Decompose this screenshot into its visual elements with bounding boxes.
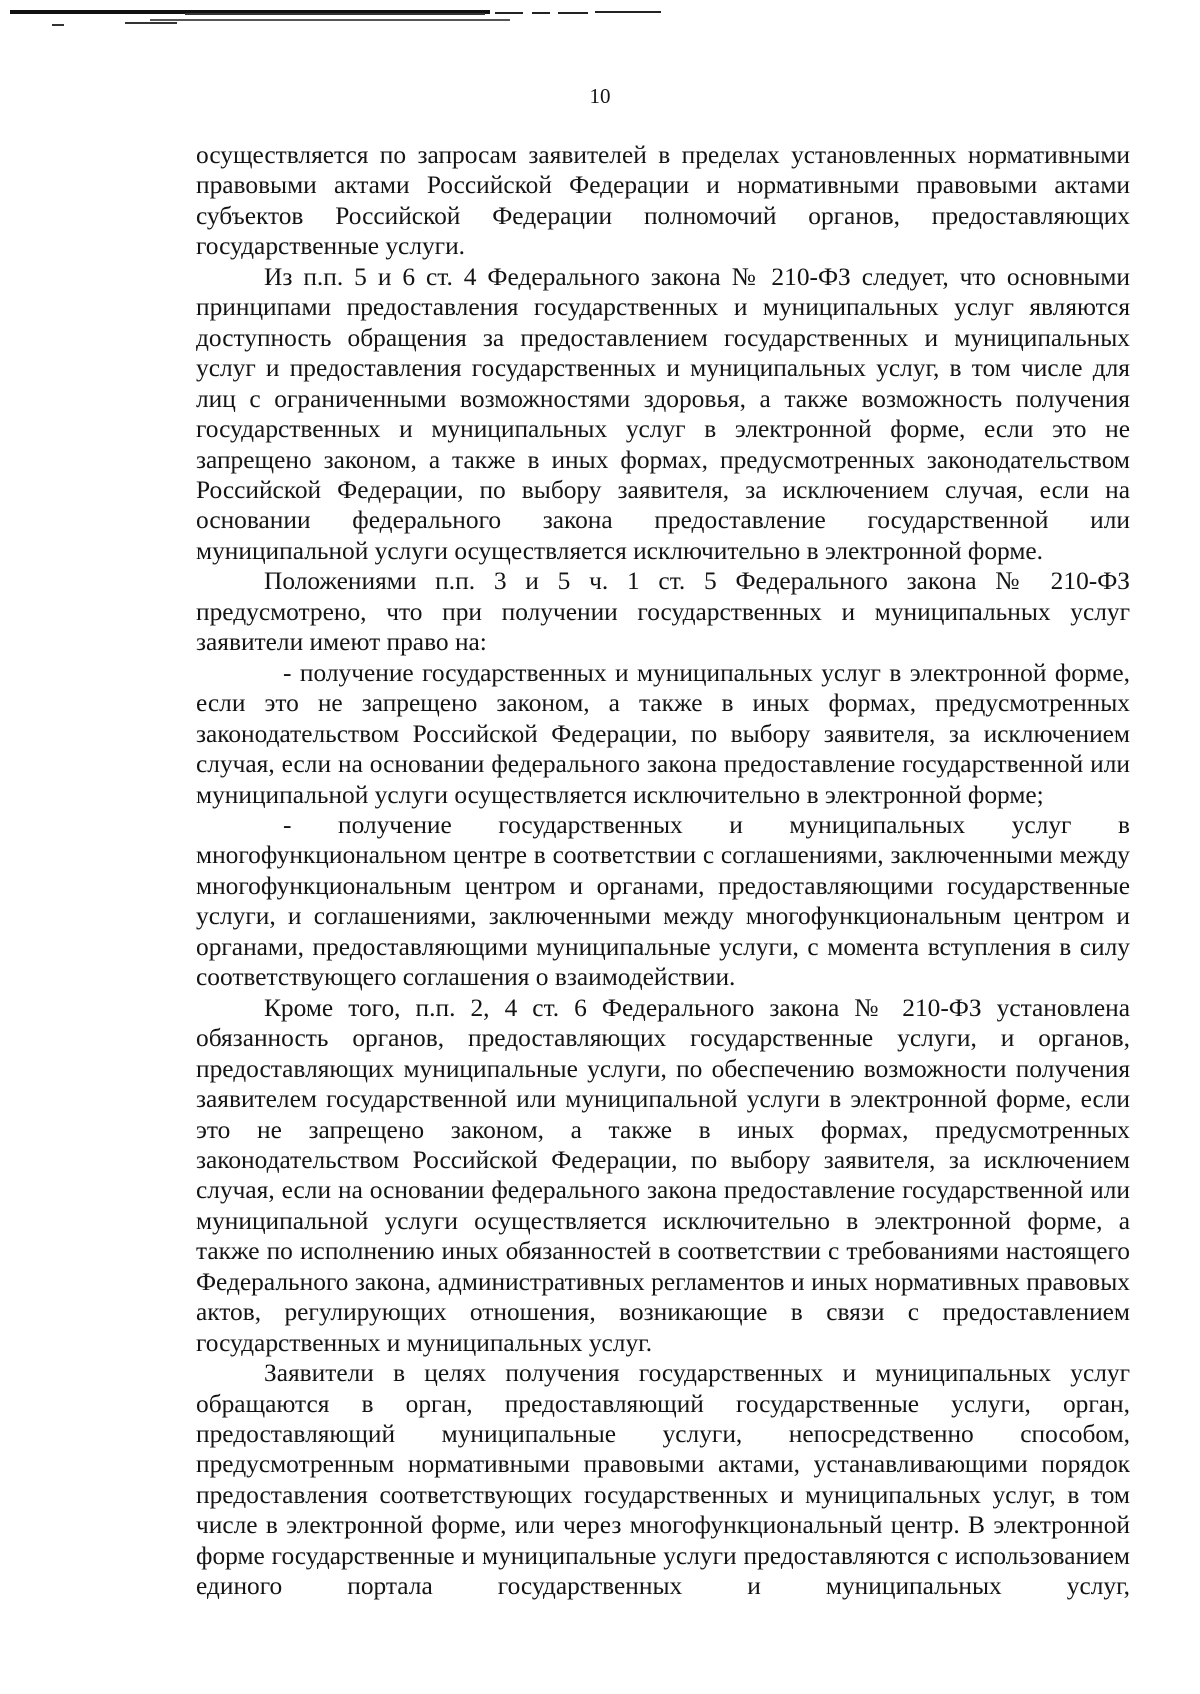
- document-body: [196, 140, 1130, 1602]
- scan-artifact-lines: [0, 0, 1200, 40]
- page-number: 10: [589, 84, 611, 108]
- paragraph: Положениями п.п. 3 и 5 ч. 1 ст. 5 Федерального закона № 210-ФЗ предусмотрено, что при получении государственных и муниципальных услуг заявители имеют право на:: [196, 567, 1130, 657]
- list-item: - получение государственных и муниципальных услуг в электронной форме, если это не запрещено законом, а также в иных формах, предусмотренных законодательством Российской Федерации, по выбору заявителя, за исключением случая, если на основании федерального закона предоставление государственной или муниципальной услуги осуществляется исключительно в электронной форме;: [196, 658, 1130, 809]
- paragraph: Кроме того, п.п. 2, 4 ст. 6 Федерального закона № 210-ФЗ установлена обязанность органов, предоставляющих государственные услуги, и органов, предоставляющих муниципальные услуги, по обеспечению возможности получения заявителем государственной или муниципальной услуги в электронной форме, если это не запрещено законом, а также в иных формах, предусмотренных законодательством Российской Федерации, по выбору заявителя, за исключением случая, если на основании федерального закона предоставление государственной или муниципальной услуги осуществляется исключительно в электронной форме, а также по исполнению иных обязанностей в соответствии с требованиями настоящего Федерального закона, административных регламентов и иных нормативных правовых актов, регулирующих отношения, возникающие в связи с предоставлением государственных и муниципальных услуг.: [196, 993, 1130, 1357]
- paragraph: осуществляется по запросам заявителей в пределах установленных нормативными правовыми актами Российской Федерации и нормативными правовыми актами субъектов Российской Федерации полномочий органов, предоставляющих государственные услуги.: [196, 141, 1130, 261]
- list-item: - получение государственных и муниципальных услуг в многофункциональном центре в соответствии с соглашениями, заключенными между многофункциональным центром и органами, предоставляющими государственные услуги, и соглашениями, заключенными между многофункциональным центром и органами, предоставляющими муниципальные услуги, с момента вступления в силу соответствующего соглашения о взаимодействии.: [196, 810, 1130, 992]
- paragraph: Из п.п. 5 и 6 ст. 4 Федерального закона № 210-ФЗ следует, что основными принципами предоставления государственных и муниципальных услуг являются доступность обращения за предоставлением государственных и муниципальных услуг и предоставления государственных и муниципальных услуг, в том числе для лиц с ограниченными возможностями здоровья, а также возможность получения государственных и муниципальных услуг в электронной форме, если это не запрещено законом, а также в иных формах, предусмотренных законодательством Российской Федерации, по выбору заявителя, за исключением случая, если на основании федерального закона предоставление государственной или муниципальной услуги осуществляется исключительно в электронной форме.: [196, 262, 1130, 565]
- paragraph: Заявители в целях получения государственных и муниципальных услуг обращаются в орган, предоставляющий государственные услуги, орган, предоставляющий муниципальные услуги, непосредственно способом, предусмотренным нормативными правовыми актами, устанавливающими порядок предоставления соответствующих государственных и муниципальных услуг, в том числе в электронной форме, или через многофункциональный центр. В электронной форме государственные и муниципальные услуги предоставляются с использованием единого портала государственных и муниципальных услуг,: [196, 1359, 1130, 1601]
